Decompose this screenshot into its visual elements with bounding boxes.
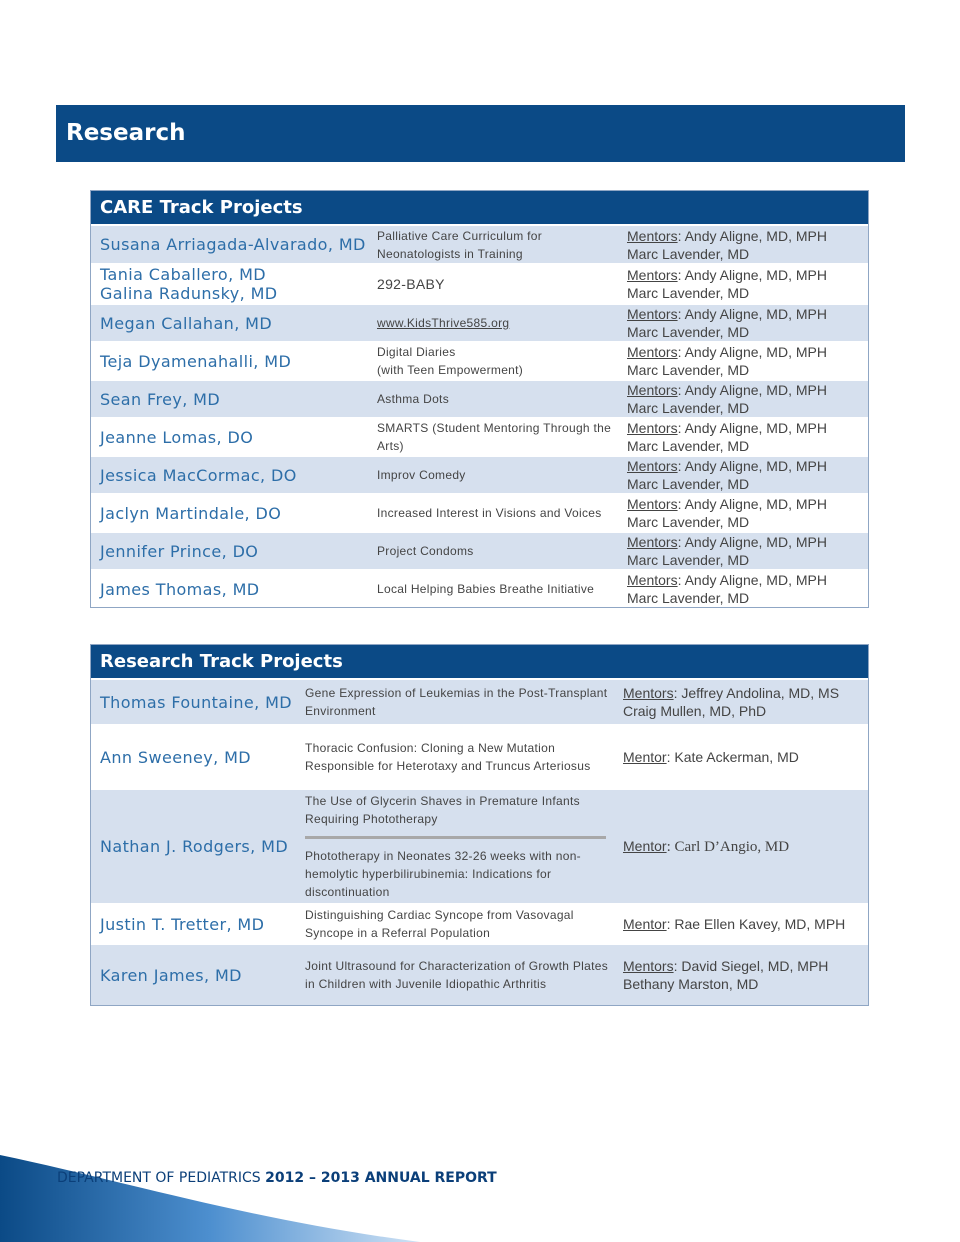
mentors-label: Mentors <box>627 534 678 550</box>
table-row <box>91 341 868 379</box>
mentors-cell: Mentors: Andy Aligne, MD, MPH Marc Lavender, MD <box>627 344 827 378</box>
mentors-cell: Mentors: Andy Aligne, MD, MPH Marc Lavender, MD <box>627 227 827 262</box>
mentors-cell: Mentors: Andy Aligne, MD, MPH Marc Lavender, MD <box>627 306 827 340</box>
resident-name: Jennifer Prince, DO <box>100 541 259 561</box>
project-title: Gene Expression of Leukemias in the Post-Transplant Environment <box>305 686 608 718</box>
mentors-cell: Mentors: Andy Aligne, MD, MPH Marc Lavender, MD <box>627 267 827 301</box>
mentors-cell: Mentors: Andy Aligne, MD, MPH Marc Lavender, MD <box>627 534 827 568</box>
table-row <box>91 943 868 1005</box>
project-title: Distinguishing Cardiac Syncope from Vasovagal Syncope in a Referral Population <box>305 908 574 940</box>
mentors-cell: Mentors: Andy Aligne, MD, MPH Marc Lavender, MD <box>627 572 827 606</box>
project-title: SMARTS (Student Mentoring Through the Arts) <box>377 421 612 453</box>
resident-name: Jeanne Lomas, DO <box>100 427 254 447</box>
mentors-label: Mentors <box>627 344 678 360</box>
mentors-label: Mentors <box>627 306 678 322</box>
resident-name: James Thomas, MD <box>100 579 260 599</box>
mentors-label: Mentor <box>623 916 667 932</box>
project-title: Improv Comedy <box>377 468 466 482</box>
resident-name: Sean Frey, MD <box>100 389 221 409</box>
project-title: Palliative Care Curriculum for Neonatologists in Training <box>377 228 543 261</box>
mentors-cell: Mentor: Kate Ackerman, MD <box>623 749 799 765</box>
mentors-label: Mentors <box>627 267 678 283</box>
care-track-table <box>90 190 869 608</box>
resident-name: Jessica MacCormac, DO <box>100 465 297 485</box>
research-track-table <box>90 644 869 1006</box>
mentors-cell: Mentors: Andy Aligne, MD, MPH Marc Lavender, MD <box>627 496 827 530</box>
footer-wave-graphic <box>0 1150 960 1242</box>
table-row <box>91 493 868 531</box>
footer-caption: DEPARTMENT OF PEDIATRICS 2012 – 2013 ANNUAL REPORT <box>57 1170 497 1186</box>
mentors-cell: Mentors: Andy Aligne, MD, MPH Marc Lavender, MD <box>627 458 827 492</box>
project-title: Asthma Dots <box>377 392 449 406</box>
mentors-label: Mentors <box>623 958 674 974</box>
section-banner <box>56 105 905 162</box>
table-row <box>91 724 868 788</box>
mentors-label: Mentors <box>627 227 678 244</box>
table-row <box>91 379 868 417</box>
resident-name: Nathan J. Rodgers, MD <box>100 837 289 856</box>
project-title: Project Condoms <box>377 544 474 558</box>
table-row <box>91 417 868 455</box>
resident-name: Thomas Fountaine, MD <box>100 692 293 712</box>
project-title: Thoracic Confusion: Cloning a New Mutation Responsible for Heterotaxy and Truncus Arteriosus <box>305 741 591 773</box>
resident-name: Justin T. Tretter, MD <box>100 914 265 934</box>
mentors-cell: Mentors: David Siegel, MD, MPH Bethany Marston, MD <box>623 958 829 992</box>
project-divider <box>305 836 606 839</box>
mentors-label: Mentors <box>627 458 678 474</box>
research-table-heading: Research Track Projects <box>91 645 868 678</box>
mentors-label: Mentors <box>623 685 674 701</box>
mentors-cell: Mentor: Rae Ellen Kavey, MD, MPH <box>623 916 846 932</box>
mentors-cell: Mentors: Andy Aligne, MD, MPH Marc Lavender, MD <box>627 382 827 416</box>
table-row <box>91 303 868 341</box>
project-title: Joint Ultrasound for Characterization of Growth Plates in Children with Juvenile Idiopathic Arthritis <box>305 959 608 991</box>
table-row <box>91 678 868 724</box>
page-title: Research <box>66 120 186 146</box>
mentors-cell: Mentors: Jeffrey Andolina, MD, MS Craig Mullen, MD, PhD <box>623 685 840 719</box>
project-link[interactable]: www.KidsThrive585.org <box>377 316 510 330</box>
table-row <box>91 263 868 303</box>
project-title: Digital Diaries (with Teen Empowerment) <box>377 345 524 377</box>
mentors-label: Mentors <box>627 420 678 436</box>
care-table-heading: CARE Track Projects <box>91 191 868 224</box>
resident-name: Karen James, MD <box>100 965 242 985</box>
mentors-cell: Mentors: Andy Aligne, MD, MPH Marc Lavender, MD <box>627 420 827 454</box>
mentors-label: Mentors <box>627 496 678 512</box>
project-title: Local Helping Babies Breathe Initiative <box>377 582 595 596</box>
table-row <box>91 455 868 493</box>
resident-name: Megan Callahan, MD <box>100 313 273 333</box>
table-row <box>91 903 868 943</box>
table-row <box>91 569 868 607</box>
resident-name: Jaclyn Martindale, DO <box>100 503 282 523</box>
mentors-cell: Mentor: Carl D’Angio, MD <box>623 838 790 855</box>
project-title: Increased Interest in Visions and Voices <box>377 506 602 520</box>
resident-name: Susana Arriagada-Alvarado, MD <box>100 235 366 254</box>
project-title: 292-BABY <box>377 276 445 292</box>
resident-name: Teja Dyamenahalli, MD <box>100 351 292 371</box>
mentors-label: Mentors <box>627 382 678 398</box>
mentors-label: Mentors <box>627 572 678 588</box>
table-row <box>91 224 868 263</box>
project-title: The Use of Glycerin Shaves in Premature Infants Requiring Phototherapy Phototherapy in Neonates 32-26 weeks with non-hemolytic hyperbilirubinemia: Indications for discontinuation <box>296 790 614 903</box>
mentors-label: Mentor <box>623 749 667 765</box>
table-row <box>91 788 868 903</box>
resident-name: Tania Caballero, MD Galina Radunsky, MD <box>100 265 278 303</box>
table-row <box>91 531 868 569</box>
mentors-label: Mentor <box>623 838 667 854</box>
resident-name: Ann Sweeney, MD <box>100 747 251 767</box>
